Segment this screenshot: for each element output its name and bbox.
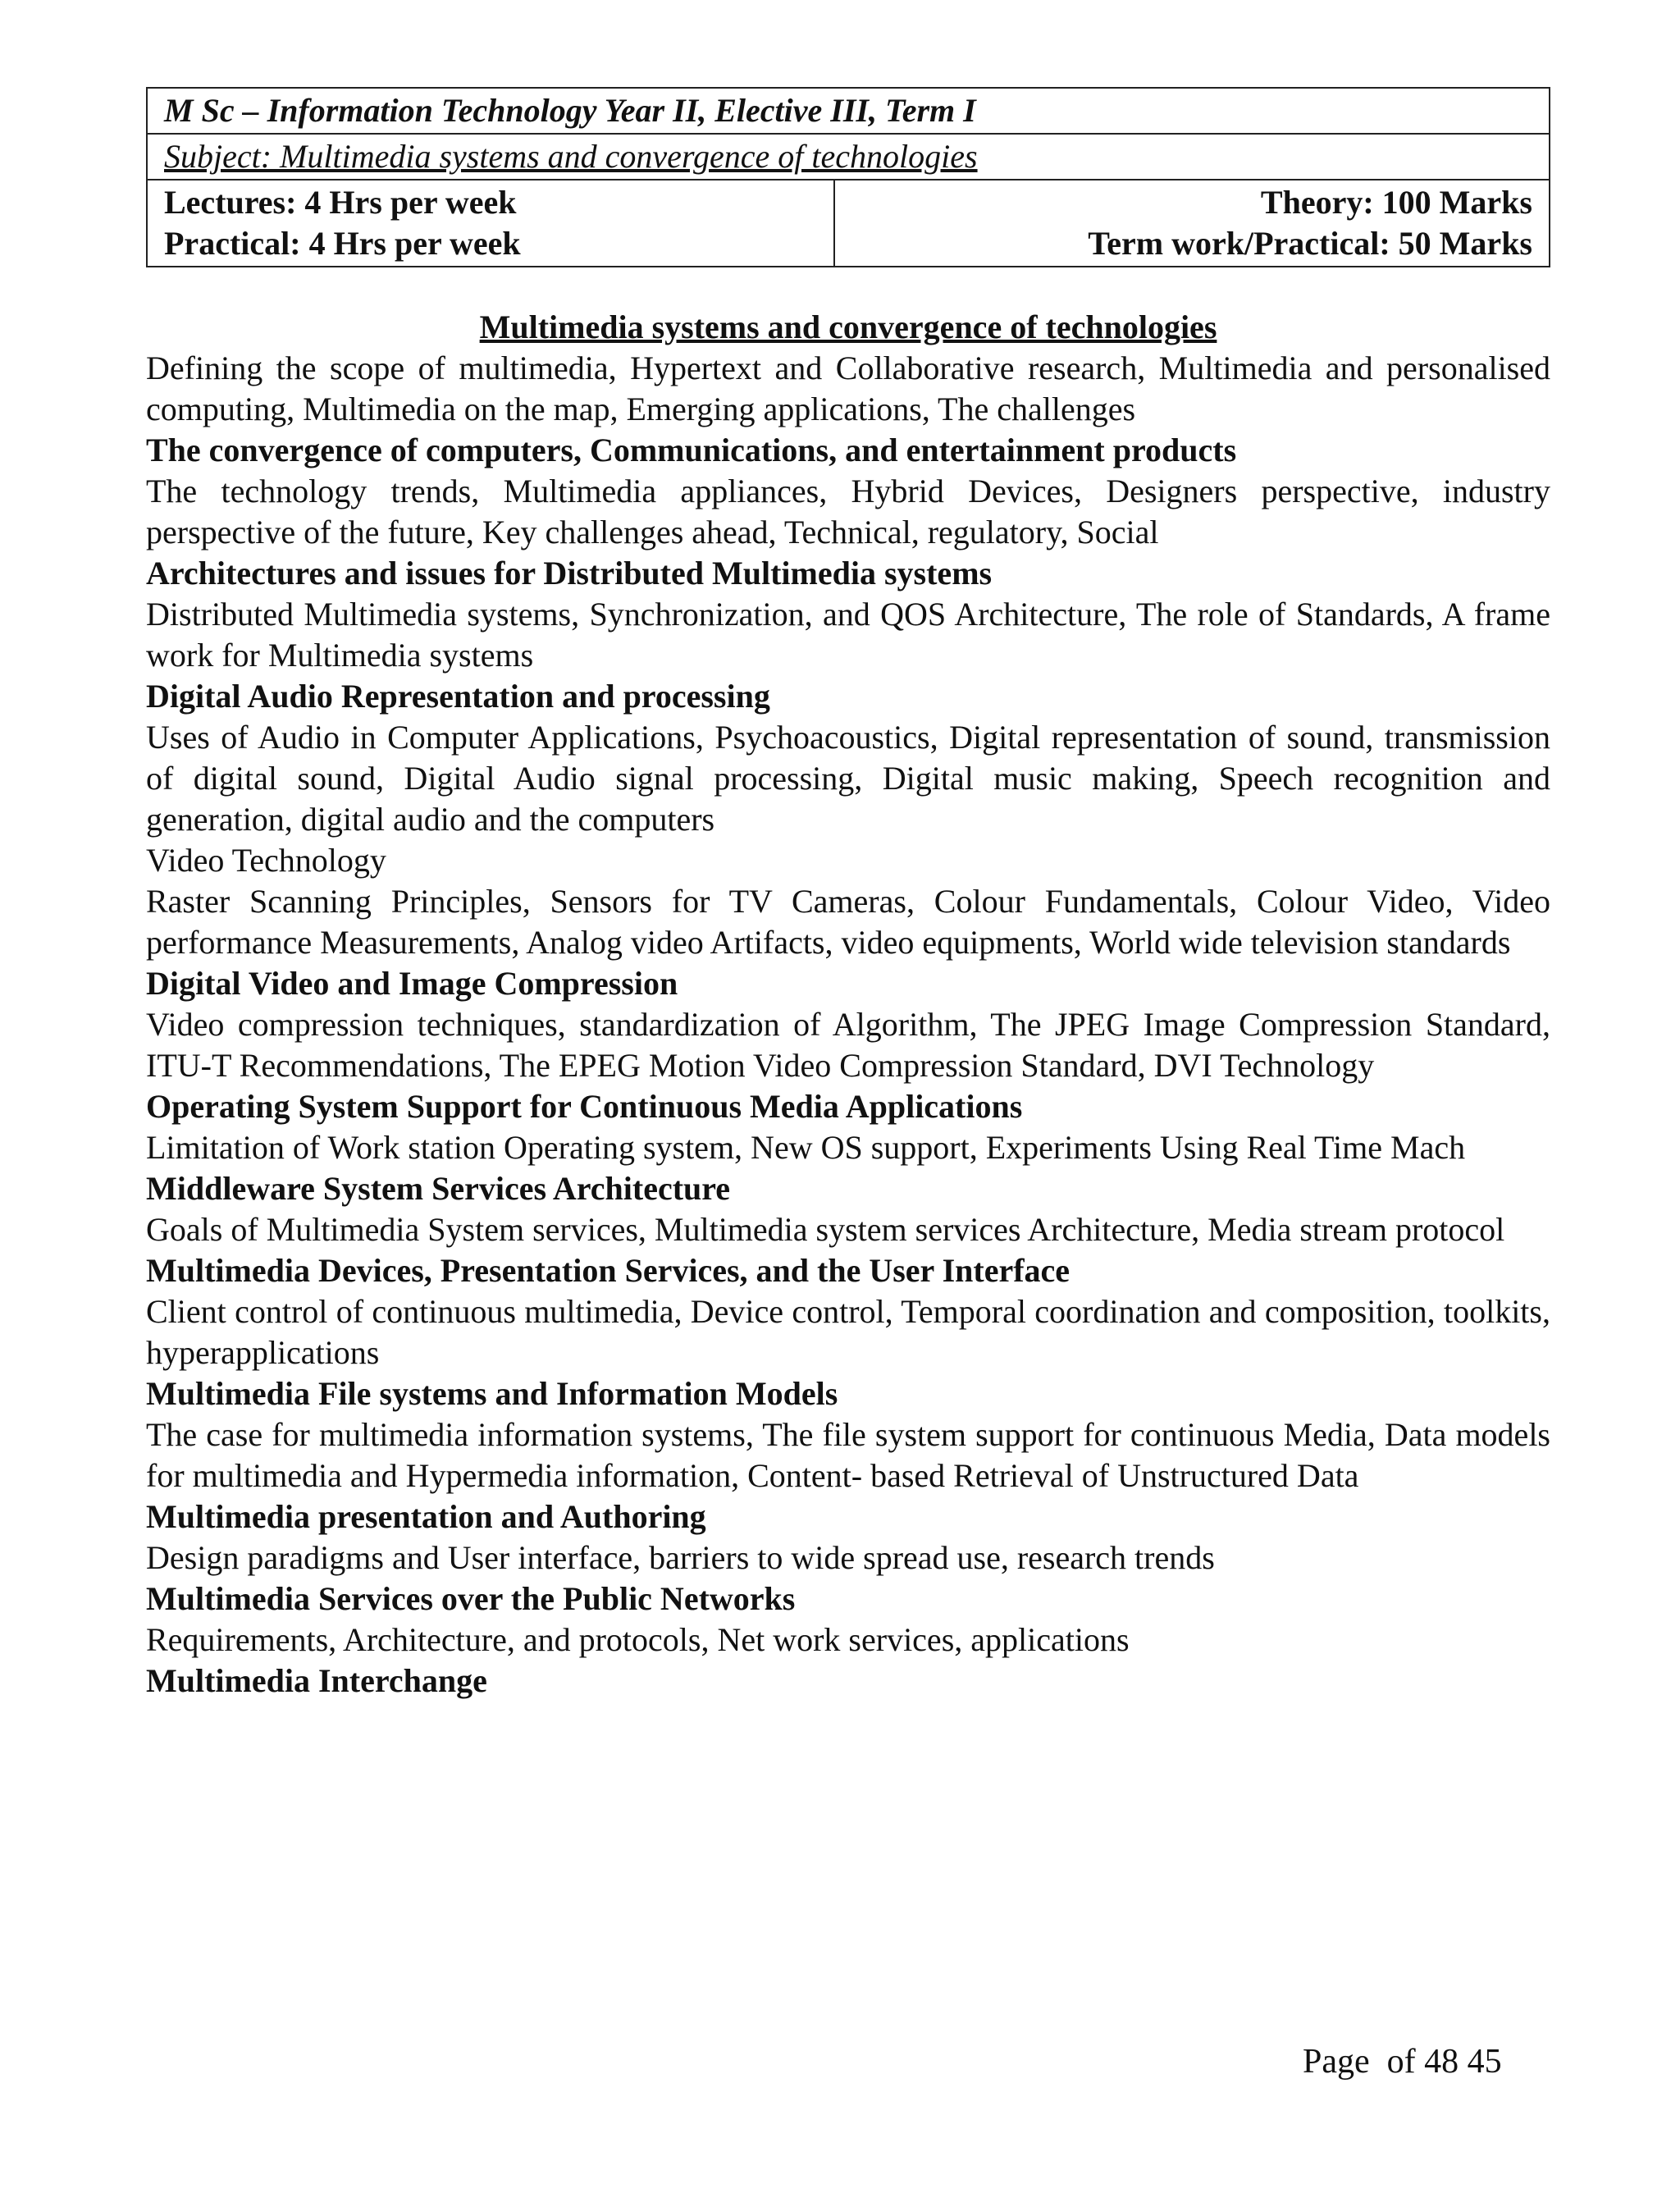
section-heading: Digital Video and Image Compression [146,965,678,1002]
termwork-marks: Term work/Practical: 50 Marks [1088,225,1532,262]
marks-cell [834,180,1550,267]
subject-cell: Subject: Multimedia systems and convergence of technologies [147,134,1550,180]
section-heading: Multimedia presentation and Authoring [146,1498,706,1535]
section-heading: Multimedia Interchange [146,1662,487,1699]
lectures-hours: Lectures: 4 Hrs per week [164,184,517,221]
section-text: Limitation of Work station Operating system, New OS support, Experiments Using Real Time Mach [146,1129,1466,1166]
section-text: Goals of Multimedia System services, Multimedia system services Architecture, Media stream protocol [146,1211,1505,1248]
section-text: Client control of continuous multimedia, Device control, Temporal coordination and composition, toolkits, hyperapplications [146,1293,1550,1371]
section-text: Requirements, Architecture, and protocols, Net work services, applications [146,1621,1130,1658]
section-heading: The convergence of computers, Communications, and entertainment products [146,432,1237,468]
section-text: The case for multimedia information systems, The file system support for continuous Media, Data models for multimedia and Hypermedia information, Content- based Retrieval of Unstructured Data [146,1416,1550,1494]
section-text: Raster Scanning Principles, Sensors for TV Cameras, Colour Fundamentals, Colour Video, Video performance Measurements, Analog video Artifacts, video equipments, World wide television standards [146,883,1550,961]
syllabus-title: Multimedia systems and convergence of technologies [479,308,1217,345]
section-heading: Multimedia Devices, Presentation Services, and the User Interface [146,1252,1071,1289]
section-text: Video compression techniques, standardization of Algorithm, The JPEG Image Compression Standard, ITU-T Recommendations, The EPEG Motion Video Compression Standard, DVI Technology [146,1006,1550,1084]
section-heading: Multimedia File systems and Information Models [146,1375,838,1412]
intro-text: Defining the scope of multimedia, Hypertext and Collaborative research, Multimedia and personalised computing, Multimedia on the map, Emerging applications, The challenges [146,349,1550,427]
section-text: The technology trends, Multimedia appliances, Hybrid Devices, Designers perspective, industry perspective of the future, Key challenges ahead, Technical, regulatory, Social [146,473,1550,550]
section-heading: Architectures and issues for Distributed Multimedia systems [146,555,993,592]
course-header-table [146,87,1550,267]
section-heading: Middleware System Services Architecture [146,1170,731,1207]
program-cell: M Sc – Information Technology Year II, Elective III, Term I [147,88,1550,134]
hours-cell [147,180,834,267]
section-heading: Video Technology [146,842,386,879]
practical-hours: Practical: 4 Hrs per week [164,225,521,262]
document-page [146,87,1550,1702]
section-heading: Operating System Support for Continuous Media Applications [146,1088,1023,1125]
section-heading: Multimedia Services over the Public Networks [146,1580,796,1617]
page-footer [1303,2041,1502,2082]
section-heading: Digital Audio Representation and processing [146,678,770,715]
theory-marks: Theory: 100 Marks [1260,184,1532,221]
section-text: Distributed Multimedia systems, Synchronization, and QOS Architecture, The role of Standards, A frame work for Multimedia systems [146,596,1550,674]
section-text: Uses of Audio in Computer Applications, Psychoacoustics, Digital representation of sound, transmission of digital sound, Digital Audio signal processing, Digital music making, Speech recognition and generation, digital audio and the computers [146,719,1550,838]
section-text: Design paradigms and User interface, barriers to wide spread use, research trends [146,1539,1215,1576]
page-label: Page of 48 [1303,2043,1459,2081]
syllabus-content [146,307,1550,1702]
page-number: 45 [1467,2043,1502,2081]
